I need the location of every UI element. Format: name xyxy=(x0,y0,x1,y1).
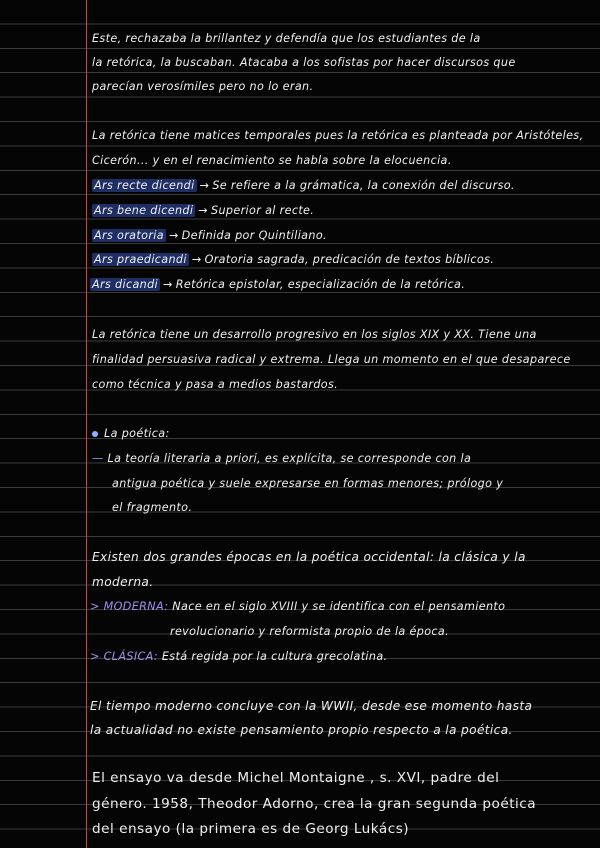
p1-line-3: parecían verosímiles pero no lo eran. xyxy=(92,80,314,93)
ars-desc: Se refiere a la grámatica, la conexión del discurso. xyxy=(212,179,515,192)
ars-item xyxy=(92,252,594,268)
moderna-text-1: Nace en el siglo XVIII y se identifica con el pensamiento xyxy=(172,600,506,613)
p1-line-1: Este, rechazaba la brillantez y defendía que los estudiantes de la xyxy=(92,32,481,45)
ars-term: Ars bene dicendi xyxy=(94,204,194,217)
ars-item xyxy=(90,277,594,293)
p3-line-1: La retórica tiene un desarrollo progresivo en los siglos XIX y XX. Tiene una xyxy=(92,328,537,341)
ars-term: Ars oratoria xyxy=(94,229,164,242)
ars-item xyxy=(92,228,594,244)
moderna-label: > MODERNA: xyxy=(90,600,169,613)
clasica-label: > CLÁSICA: xyxy=(90,650,158,663)
poetica-text-1: La teoría literaria a priori, es explícita, se corresponde con la xyxy=(107,452,472,465)
dash-icon: — xyxy=(92,452,104,465)
ars-desc: Definida por Quintiliano. xyxy=(181,229,327,242)
clasica-text: Está regida por la cultura grecolatina. xyxy=(161,650,388,663)
arrow-icon: → xyxy=(198,204,209,217)
p3-line-3: como técnica y pasa a medios bastardos. xyxy=(92,378,339,391)
moderna-line-2: revolucionario y reformista propio de la época. xyxy=(170,625,450,638)
ars-desc: Superior al recte. xyxy=(211,204,315,217)
moderna-line xyxy=(90,599,594,615)
p4-line-1: Existen dos grandes épocas en la poética occidental: la clásica y la xyxy=(92,550,526,564)
p4-line-2: moderna. xyxy=(92,575,154,589)
poetica-line-1 xyxy=(92,451,594,467)
arrow-icon: → xyxy=(199,179,210,192)
p3-line-2: finalidad persuasiva radical y extrema. Llega un momento en el que desaparece xyxy=(92,353,571,366)
margin-line xyxy=(86,0,87,848)
p2-line-1: La retórica tiene matices temporales pues la retórica es planteada por Aristóteles, xyxy=(92,129,584,142)
ars-item xyxy=(92,203,594,219)
poetica-heading: La poética: xyxy=(104,427,170,440)
arrow-icon: → xyxy=(191,253,202,266)
bullet-dot-icon xyxy=(92,431,98,437)
p6-line-2: género. 1958, Theodor Adorno, crea la gran segunda poética xyxy=(92,796,537,812)
poetica-line-3: el fragmento. xyxy=(112,501,193,514)
arrow-icon: → xyxy=(163,278,173,291)
poetica-bullet xyxy=(92,426,594,442)
ars-desc: Oratoria sagrada, predicación de textos bíblicos. xyxy=(204,253,495,266)
p5-line-1: El tiempo moderno concluye con la WWII, desde ese momento hasta xyxy=(90,699,533,713)
ars-term: Ars recte dicendi xyxy=(94,179,195,192)
poetica-line-2: antigua poética y suele expresarse en formas menores; prólogo y xyxy=(112,477,504,490)
ars-desc: Retórica epistolar, especialización de la retórica. xyxy=(175,278,466,291)
clasica-line xyxy=(90,649,594,665)
ars-term: Ars dicandi xyxy=(92,278,159,291)
arrow-icon: → xyxy=(168,229,179,242)
p1-line-2: la retórica, la buscaban. Atacaba a los sofistas por hacer discursos que xyxy=(92,56,516,69)
p5-line-2: la actualidad no existe pensamiento propio respecto a la poética. xyxy=(90,723,513,737)
ars-term: Ars praedicandi xyxy=(94,253,187,266)
ars-item xyxy=(92,178,594,194)
p6-line-1: El ensayo va desde Michel Montaigne , s. XVI, padre del xyxy=(92,770,500,786)
p6-line-3: del ensayo (la primera es de Georg Lukács) xyxy=(92,821,410,837)
p2-line-2: Cicerón... y en el renacimiento se habla sobre la elocuencia. xyxy=(92,154,452,167)
